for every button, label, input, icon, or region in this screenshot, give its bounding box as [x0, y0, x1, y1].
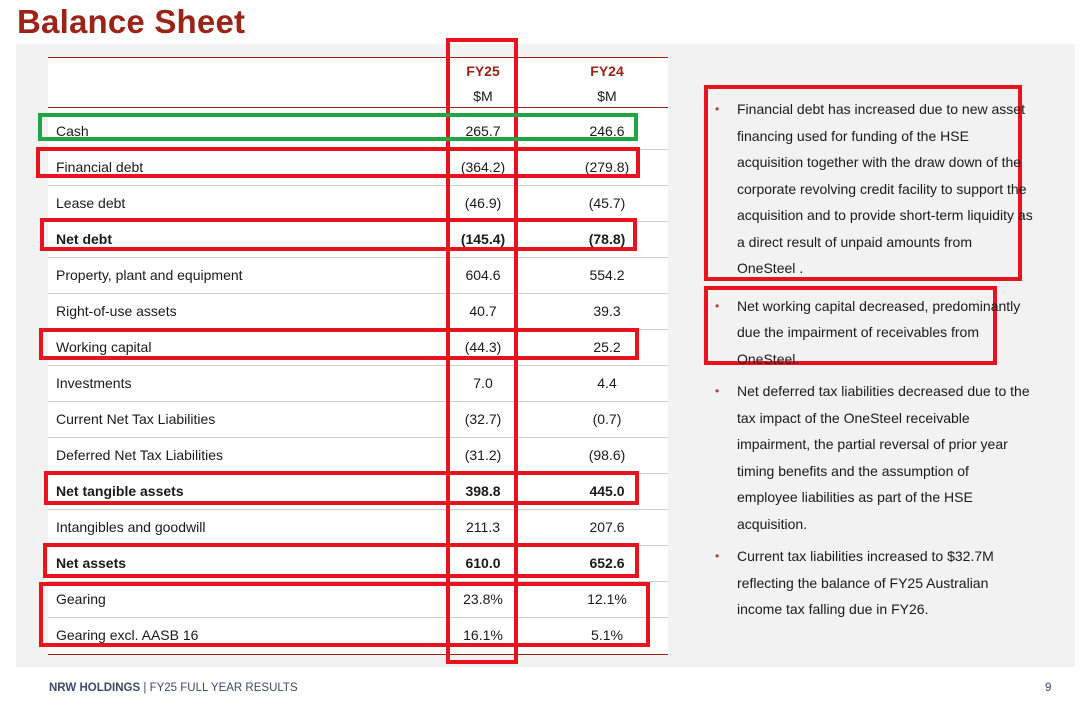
fy24-value: 652.6 — [589, 555, 625, 571]
fy24-value: 207.6 — [589, 519, 625, 535]
row-label: Intangibles and goodwill — [56, 519, 206, 535]
commentary-text: Current tax liabilities increased to $32.7M reflecting the balance of FY25 Australian income tax falling due in FY26. — [737, 548, 994, 617]
table-row — [48, 437, 668, 474]
row-label: Investments — [56, 375, 132, 391]
net-tangible-assets-highlight — [44, 471, 639, 505]
col-header-fy24: FY24 — [590, 63, 624, 79]
header-rule — [48, 107, 668, 108]
fy24-value: 12.1% — [587, 591, 627, 607]
table-row — [48, 293, 668, 330]
bullet-icon: • — [715, 102, 720, 116]
fy25-value: 610.0 — [465, 555, 501, 571]
fy25-value: 23.8% — [463, 591, 503, 607]
row-label: Net debt — [56, 231, 112, 247]
footer-company: NRW HOLDINGS — [49, 682, 141, 694]
footer-separator: | — [143, 682, 147, 694]
fy24-value: 554.2 — [589, 267, 625, 283]
fy25-value: (31.2) — [464, 447, 502, 463]
net-assets-highlight — [43, 543, 639, 578]
table-top-rule — [48, 57, 668, 58]
row-label: Gearing — [56, 591, 106, 607]
row-label: Deferred Net Tax Liabilities — [56, 447, 224, 463]
fy24-value: (279.8) — [584, 159, 630, 175]
commentary-item-deferred-tax — [713, 378, 1033, 537]
col-unit-fy25: $M — [473, 88, 493, 104]
table-bottom-rule — [48, 654, 668, 655]
page-number: 9 — [1045, 682, 1052, 694]
row-label: Current Net Tax Liabilities — [56, 411, 216, 427]
fy24-value: 246.6 — [589, 123, 625, 139]
net-debt-highlight — [40, 218, 637, 251]
bullet-icon: • — [715, 384, 720, 398]
commentary-text: Net deferred tax liabilities decreased due to the tax impact of the OneSteel receivable impairment, the partial reversal of prior year timing benefits and the assumption of employee liabilities as part of the HSE acquisition. — [737, 383, 1030, 532]
working-capital-highlight — [39, 328, 639, 360]
fy24-value: 25.2 — [593, 339, 621, 355]
table-row — [48, 365, 668, 402]
fy24-value: (98.6) — [588, 447, 626, 463]
table-row — [48, 401, 668, 438]
row-label: Net assets — [56, 555, 127, 571]
commentary-list — [713, 96, 1033, 629]
fy24-value: 4.4 — [597, 375, 617, 391]
fy25-value: 398.8 — [465, 483, 501, 499]
bullet-icon: • — [715, 549, 720, 563]
fy25-value: 40.7 — [469, 303, 497, 319]
fy25-value: (364.2) — [460, 159, 506, 175]
row-label: Cash — [56, 123, 89, 139]
row-label: Right-of-use assets — [56, 303, 177, 319]
commentary-item-current-tax — [713, 543, 1033, 623]
commentary-text: Financial debt has increased due to new asset financing used for funding of the HSE acquisition together with the draw down of the corporate revolving credit facility to support the acquisition and to provide short-term liquidity as a direct result of unpaid amounts from OneSteel . — [737, 101, 1033, 276]
gearing-highlight — [39, 582, 650, 647]
fy24-value: 5.1% — [591, 627, 623, 643]
commentary-item-working-capital — [713, 293, 1033, 373]
fy24-value: 39.3 — [593, 303, 621, 319]
fy25-value: (32.7) — [464, 411, 502, 427]
fy24-value: (45.7) — [588, 195, 626, 211]
fy25-value: (46.9) — [464, 195, 502, 211]
financial-debt-highlight — [36, 147, 640, 178]
fy25-value: (145.4) — [460, 231, 506, 247]
fy24-value: (78.8) — [588, 231, 626, 247]
fy25-value: 604.6 — [465, 267, 501, 283]
footer — [49, 682, 298, 694]
fy24-value: 445.0 — [589, 483, 625, 499]
row-label: Financial debt — [56, 159, 144, 175]
row-label: Working capital — [56, 339, 152, 355]
fy24-value: (0.7) — [592, 411, 622, 427]
commentary-item-financial-debt — [713, 96, 1033, 282]
cash-row-highlight — [38, 113, 638, 141]
footer-report: FY25 FULL YEAR RESULTS — [149, 682, 298, 694]
row-label: Net tangible assets — [56, 483, 184, 499]
fy25-value: 7.0 — [473, 375, 493, 391]
fy25-value: (44.3) — [464, 339, 502, 355]
fy25-value: 16.1% — [463, 627, 503, 643]
table-row — [48, 509, 668, 546]
commentary-text: Net working capital decreased, predominantly due the impairment of receivables from OneSteel. — [737, 297, 1021, 367]
col-unit-fy24: $M — [597, 88, 617, 104]
fy25-value: 265.7 — [465, 123, 501, 139]
row-label: Property, plant and equipment — [56, 267, 243, 283]
col-header-fy25: FY25 — [466, 63, 500, 79]
fy25-value: 211.3 — [466, 519, 500, 535]
table-row — [48, 257, 668, 294]
row-label: Gearing excl. AASB 16 — [56, 627, 199, 643]
bullet-icon: • — [715, 298, 720, 313]
page-title: Balance Sheet — [17, 3, 246, 40]
table-row — [48, 185, 668, 222]
row-label: Lease debt — [56, 195, 126, 211]
